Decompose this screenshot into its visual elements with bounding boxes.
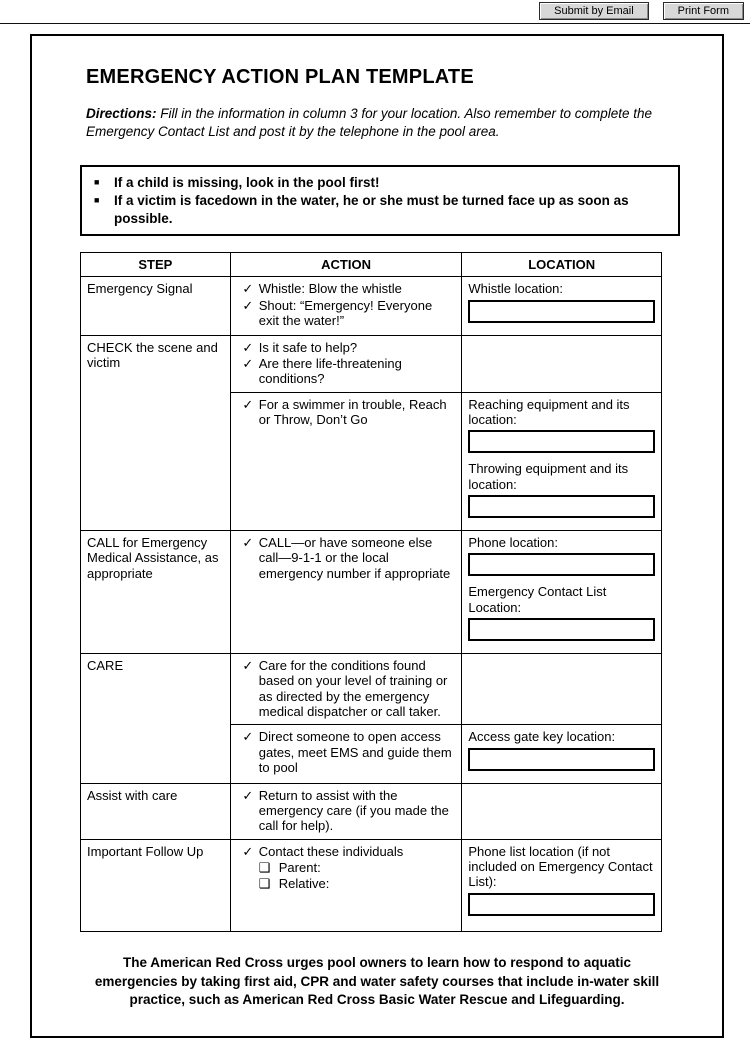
action-item [237, 298, 456, 329]
action-item [237, 397, 456, 428]
location-label: Phone list location (if not included on Emergency Contact List): [468, 843, 653, 890]
action-item [237, 535, 456, 581]
check-icon: ✓ [242, 658, 254, 674]
whistle-location-input[interactable] [468, 300, 655, 323]
warning-box [80, 165, 680, 236]
action-cell [230, 839, 462, 931]
phone-list-location-input[interactable] [468, 893, 655, 916]
check-icon: ✓ [242, 535, 254, 551]
relative-checkbox[interactable]: ❑ [258, 876, 271, 892]
location-label: Access gate key location: [468, 729, 616, 745]
contact-parent-item [259, 860, 456, 875]
directions [86, 105, 664, 141]
action-cell [230, 531, 462, 654]
warning-item [94, 174, 668, 192]
action-cell [230, 392, 462, 530]
check-icon: ✓ [242, 339, 254, 355]
print-form-button[interactable]: Print Form [663, 2, 744, 20]
action-text: Are there life-threatening conditions? [258, 356, 402, 387]
reaching-equipment-location-input[interactable] [468, 430, 655, 453]
location-cell [462, 277, 662, 335]
action-item [237, 658, 456, 719]
table-row-follow-up [81, 839, 662, 931]
action-item [237, 281, 456, 296]
directions-label: Directions: [86, 106, 157, 121]
parent-checkbox[interactable]: ❑ [258, 859, 271, 875]
check-icon: ✓ [242, 729, 254, 745]
col-header-step: STEP [81, 253, 231, 277]
location-cell [462, 335, 662, 392]
table-row-emergency-signal [81, 277, 662, 335]
action-text: For a swimmer in trouble, Reach or Throw, Don’t Go [258, 396, 447, 428]
col-header-action: ACTION [230, 253, 462, 277]
warning-item [94, 192, 668, 227]
action-plan-table [80, 252, 662, 932]
step-cell: Important Follow Up [81, 839, 231, 931]
action-cell [230, 725, 462, 783]
phone-location-input[interactable] [468, 553, 655, 576]
check-icon: ✓ [242, 356, 254, 372]
document-page [30, 34, 724, 1038]
throwing-equipment-location-input[interactable] [468, 495, 655, 518]
action-text: Return to assist with the emergency care (if you made the call for help). [258, 787, 449, 834]
footer-note: The American Red Cross urges pool owners to learn how to respond to aquatic emergencies by taking first aid, CPR and water safety courses that include in-water skill practice, such as American Red Cross Basic Water Rescue and Lifeguarding. [94, 954, 660, 1008]
location-cell [462, 392, 662, 530]
action-cell [230, 277, 462, 335]
location-cell [462, 654, 662, 725]
action-item [237, 729, 456, 775]
table-row-assist-with-care [81, 783, 662, 839]
table-row-check-scene [81, 335, 662, 392]
checkbox-label: Relative: [278, 876, 330, 892]
checkbox-label: Parent: [278, 859, 321, 875]
table-header-row [81, 253, 662, 277]
col-header-location: LOCATION [462, 253, 662, 277]
toolbar [0, 0, 750, 24]
check-icon: ✓ [242, 787, 254, 803]
warning-text: If a child is missing, look in the pool first! [114, 175, 380, 191]
action-text: Direct someone to open access gates, meet EMS and guide them to pool [258, 729, 452, 775]
location-label: Phone location: [468, 535, 558, 551]
location-cell [462, 531, 662, 654]
location-cell [462, 839, 662, 931]
location-label: Emergency Contact List Location: [468, 584, 607, 615]
location-cell [462, 783, 662, 839]
action-text: Whistle: Blow the whistle [258, 281, 402, 297]
action-item [237, 340, 456, 355]
warning-text: If a victim is facedown in the water, he or she must be turned face up as soon as possible. [114, 192, 629, 226]
step-cell: CARE [81, 654, 231, 784]
access-gate-key-location-input[interactable] [468, 748, 655, 771]
emergency-contact-list-location-input[interactable] [468, 618, 655, 641]
table-row-care [81, 654, 662, 725]
action-text: Shout: “Emergency! Everyone exit the water!” [258, 297, 433, 329]
location-label: Throwing equipment and its location: [468, 461, 629, 492]
action-item [237, 356, 456, 387]
action-cell [230, 783, 462, 839]
square-bullet-icon: ■ [94, 194, 100, 205]
action-text: Is it safe to help? [258, 339, 358, 355]
check-icon: ✓ [242, 297, 254, 313]
location-label: Whistle location: [468, 281, 564, 297]
action-item [237, 788, 456, 834]
contact-relative-item [259, 876, 456, 891]
action-item [237, 844, 456, 859]
check-icon: ✓ [242, 843, 254, 859]
action-text: Contact these individuals [258, 843, 404, 859]
step-cell: Emergency Signal [81, 277, 231, 335]
location-label: Reaching equipment and its location: [468, 396, 630, 428]
action-text: CALL—or have someone else call—9-1-1 or the local emergency number if appropriate [258, 535, 451, 581]
submit-by-email-button[interactable]: Submit by Email [539, 2, 648, 20]
action-text: Care for the conditions found based on your level of training or as directed by the emergency medical dispatcher or call taker. [258, 658, 448, 719]
page-title: EMERGENCY ACTION PLAN TEMPLATE [86, 66, 474, 88]
action-cell [230, 654, 462, 725]
step-cell: CHECK the scene and victim [81, 335, 231, 530]
square-bullet-icon: ■ [94, 177, 100, 188]
directions-text: Fill in the information in column 3 for your location. Also remember to complete the Emergency Contact List and post it by the telephone in the pool area. [86, 106, 653, 140]
check-icon: ✓ [242, 396, 254, 412]
action-cell [230, 335, 462, 392]
location-cell [462, 725, 662, 783]
step-cell: Assist with care [81, 783, 231, 839]
step-cell: CALL for Emergency Medical Assistance, as appropriate [81, 531, 231, 654]
check-icon: ✓ [242, 281, 254, 297]
table-row-call [81, 531, 662, 654]
